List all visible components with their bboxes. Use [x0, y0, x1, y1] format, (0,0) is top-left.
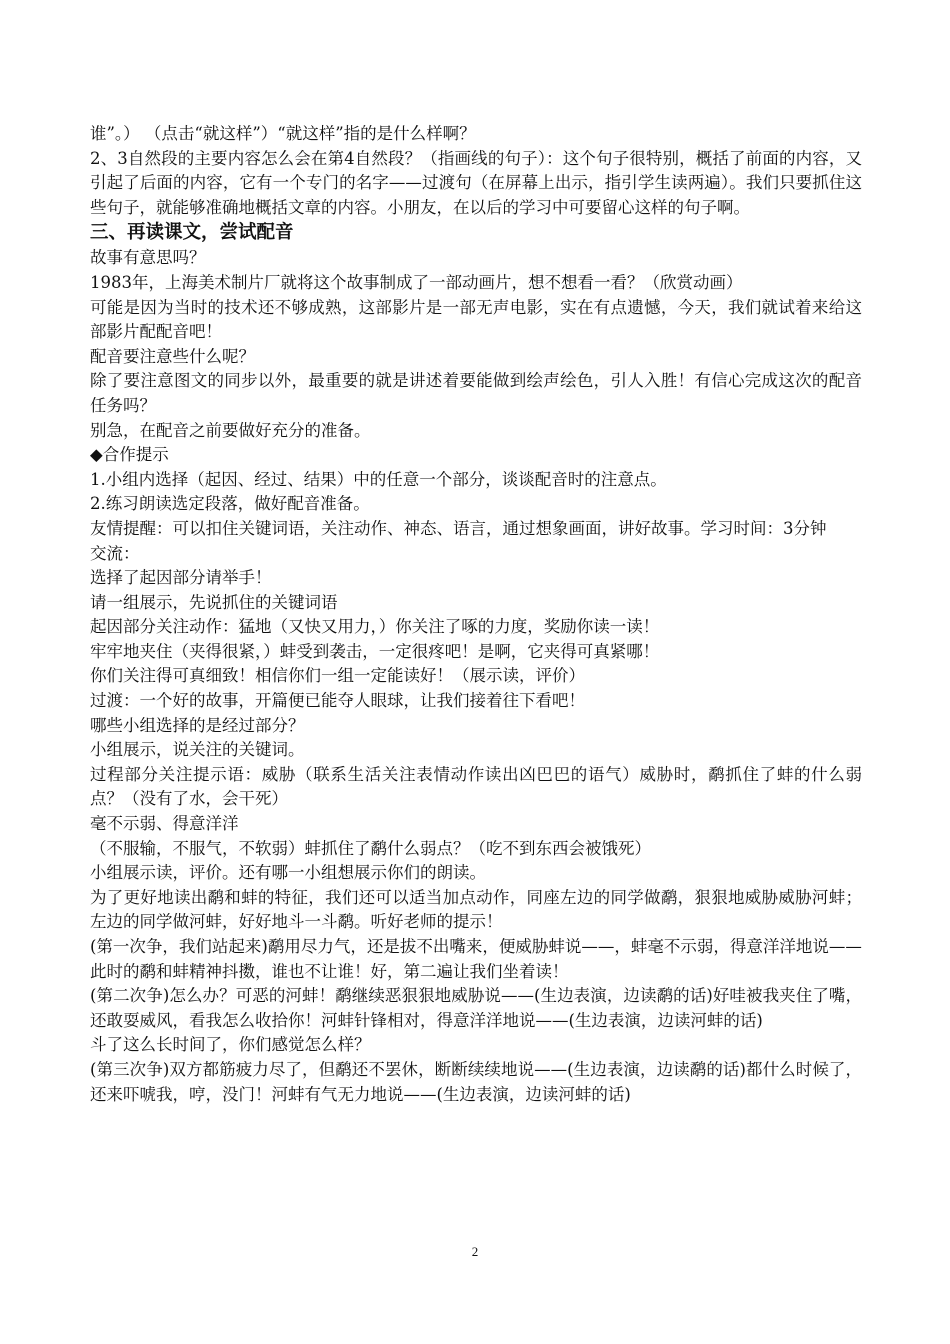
- paragraph: 请一组展示，先说抓住的关键词语: [90, 592, 338, 612]
- paragraph: 牢牢地夹住（夹得很紧，）蚌受到袭击，一定很疼吧！是啊，它夹得可真紧哪！: [90, 641, 660, 661]
- list-item: 1.小组内选择（起因、经过、结果）中的任意一个部分，谈谈配音时的注意点。: [90, 469, 667, 489]
- paragraph: 小组展示读，评价。还有哪一小组想展示你们的朗读。: [90, 863, 486, 883]
- paragraph: 小组展示，说关注的关键词。: [90, 740, 305, 760]
- paragraph: 谁”。） （点击“就这样”）“就这样”指的是什么样啊？: [90, 124, 476, 143]
- paragraph: 交流：: [90, 543, 140, 563]
- paragraph: 此时的鹬和蚌精神抖擞，谁也不让谁！好，第二遍让我们坐着读！: [90, 961, 569, 981]
- document-page: [90, 122, 862, 1107]
- paragraph: 除了要注意图文的同步以外，最重要的就是讲述着要能做到绘声绘色，引人入胜！有信心完成这次的配音任务吗？: [90, 371, 862, 415]
- section-heading: 三、再读课文，尝试配音: [90, 222, 294, 244]
- paragraph: 为了更好地读出鹬和蚌的特征，我们还可以适当加点动作，同座左边的同学做鹬，狠狠地威胁威胁河蚌；左边的同学做河蚌，好好地斗一斗鹬。听好老师的提示！: [90, 887, 862, 932]
- paragraph: 2、3自然段的主要内容怎么会在第4自然段？（指画线的句子）：这个句子很特别，概括了前面的内容，又引起了后面的内容，它有一个专门的名字——过渡句（在屏幕上出示，指引学生读两遍）。我们只要抓住这些句子，就能够准确地概括文章的内容。小朋友，在以后的学习中可要留心这样的句子啊。: [90, 148, 862, 217]
- paragraph: 毫不示弱、得意洋洋: [90, 814, 239, 834]
- paragraph: （不服输，不服气，不软弱）蚌抓住了鹬什么弱点？（吃不到东西会被饿死）: [90, 838, 651, 858]
- paragraph: 起因部分关注动作：猛地（又快又用力，）你关注了啄的力度，奖励你读一读！: [90, 617, 660, 637]
- diamond-bullet-icon: ◆: [90, 445, 103, 465]
- cooperation-heading: [90, 443, 862, 468]
- paragraph: 选择了起因部分请举手！: [90, 568, 272, 588]
- list-item: 2.练习朗读选定段落，做好配音准备。: [90, 494, 370, 514]
- paragraph: 你们关注得可真细致！相信你们一组一定能读好！（展示读，评价）: [90, 666, 585, 686]
- page-number: 2: [471, 1244, 479, 1259]
- paragraph: 可能是因为当时的技术还不够成熟，这部影片是一部无声电影，实在有点遗憾，今天，我们就试着来给这部影片配配音吧！: [90, 297, 862, 342]
- paragraph: 1983年，上海美术制片厂就将这个故事制成了一部动画片，想不想看一看？（欣赏动画）: [90, 272, 743, 292]
- paragraph: 故事有意思吗？: [90, 248, 206, 268]
- paragraph: 别急，在配音之前要做好充分的准备。: [90, 420, 371, 440]
- paragraph: 过渡：一个好的故事，开篇便已能夺人眼球，让我们接着往下看吧！: [90, 691, 585, 711]
- cooperation-title: 合作提示: [102, 445, 169, 465]
- paragraph: 配音要注意些什么呢？: [90, 346, 255, 366]
- paragraph: (第二次争)怎么办？可恶的河蚌！鹬继续恶狠狠地威胁说——(生边表演，边读鹬的话)好哇被我夹住了嘴，还敢耍威风，看我怎么收拾你！河蚌针锋相对，得意洋洋地说——(生边表演，边读河蚌的话): [90, 986, 862, 1030]
- paragraph: (第一次争，我们站起来)鹬用尽力气，还是拔不出嘴来，便威胁蚌说——，蚌毫不示弱，得意洋洋地说——: [90, 937, 862, 956]
- paragraph: 哪些小组选择的是经过部分？: [90, 715, 305, 735]
- paragraph: 过程部分关注提示语：威胁（联系生活关注表情动作读出凶巴巴的语气）威胁时，鹬抓住了蚌的什么弱点？（没有了水，会干死）: [90, 764, 862, 809]
- paragraph: (第三次争)双方都筋疲力尽了，但鹬还不罢休，断断续续地说——(生边表演，边读鹬的话)都什么时候了，还来吓唬我，哼，没门！河蚌有气无力地说——(生边表演，边读河蚌的话): [90, 1059, 862, 1104]
- paragraph: 斗了这么长时间了，你们感觉怎么样？: [90, 1035, 371, 1055]
- reminder-note: 友情提醒：可以扣住关键词语，关注动作、神态、语言，通过想象画面，讲好故事。学习时间：3分钟: [90, 518, 827, 538]
